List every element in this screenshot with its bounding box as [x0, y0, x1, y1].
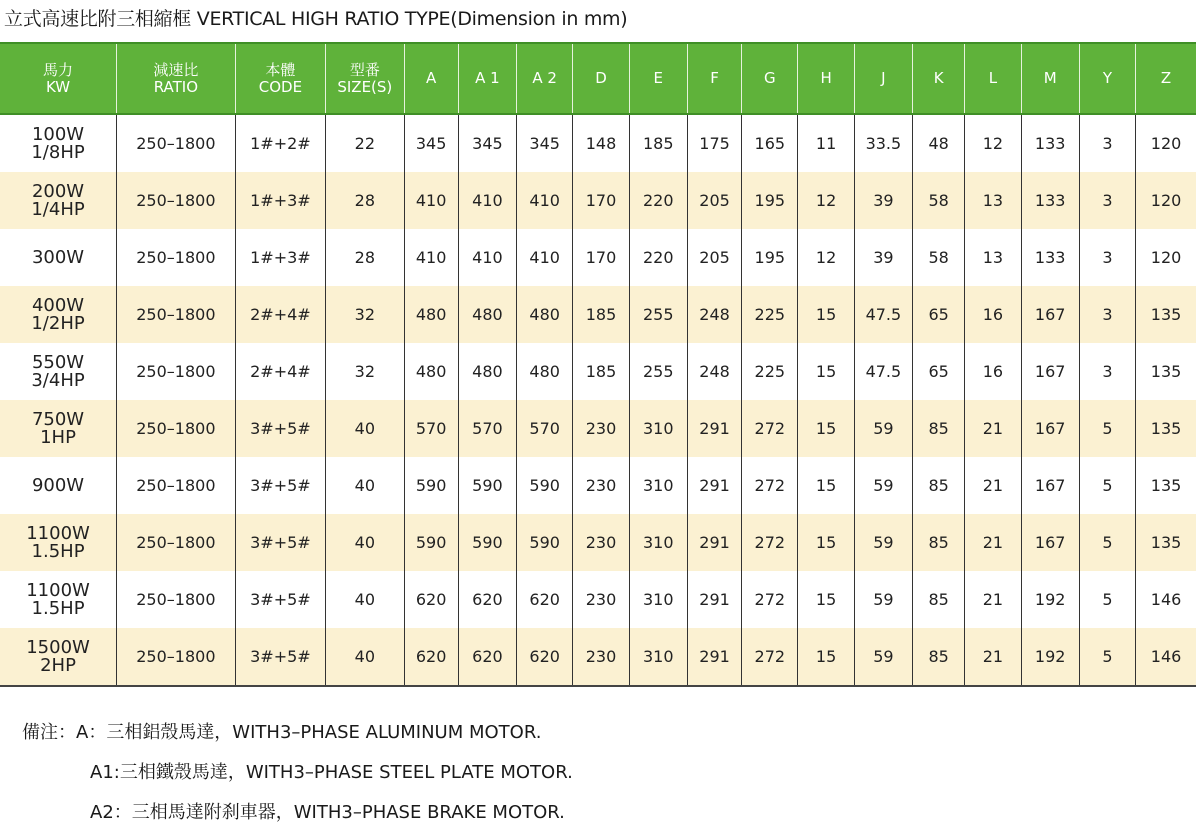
- table-cell: 21: [965, 514, 1021, 571]
- table-cell: 205: [687, 229, 741, 286]
- column-header-label: KW: [45, 77, 71, 96]
- column-header: [573, 43, 629, 114]
- column-header-label: D: [595, 69, 607, 87]
- table-cell: 146: [1136, 628, 1196, 686]
- table-cell: 3: [1079, 286, 1135, 343]
- table-cell: 195: [742, 172, 798, 229]
- power-label: 200W: [31, 180, 85, 202]
- table-cell: 250–1800: [117, 457, 236, 514]
- power-label: 900W: [31, 474, 85, 496]
- table-cell: 480: [517, 286, 573, 343]
- table-row: [0, 400, 1196, 457]
- column-header-label: J: [881, 69, 886, 87]
- column-header: [0, 43, 117, 114]
- table-cell: 2#+4#: [235, 343, 325, 400]
- table-cell: 28: [326, 172, 404, 229]
- power-label: 1100W: [26, 522, 90, 544]
- power-label: 1/4HP: [31, 198, 85, 220]
- table-cell: 3#+5#: [235, 571, 325, 628]
- table-cell: 85: [913, 400, 965, 457]
- table-cell: 272: [742, 457, 798, 514]
- table-cell: 248: [687, 286, 741, 343]
- power-label: 1.5HP: [31, 597, 85, 619]
- page-title: 立式高速比附三相縮框 VERTICAL HIGH RATIO TYPE(Dimension in mm): [4, 8, 628, 30]
- table-cell: 590: [404, 514, 458, 571]
- table-cell: 410: [517, 229, 573, 286]
- table-cell: 250–1800: [117, 343, 236, 400]
- table-cell: 40: [326, 628, 404, 686]
- table-header-row: [0, 43, 1196, 114]
- table-cell: 590: [517, 514, 573, 571]
- table-cell: 16: [965, 286, 1021, 343]
- table-cell: 230: [573, 457, 629, 514]
- table-cell: 170: [573, 172, 629, 229]
- column-header: [458, 43, 516, 114]
- power-cell: [0, 628, 117, 686]
- column-header-label: F: [710, 69, 719, 87]
- table-cell: 3#+5#: [235, 400, 325, 457]
- power-label: 1HP: [40, 426, 76, 448]
- table-cell: 3#+5#: [235, 457, 325, 514]
- power-label: 1100W: [26, 579, 90, 601]
- table-cell: 480: [404, 343, 458, 400]
- table-cell: 5: [1079, 400, 1135, 457]
- table-cell: 32: [326, 286, 404, 343]
- table-row: [0, 172, 1196, 229]
- table-cell: 590: [404, 457, 458, 514]
- column-header-label: Y: [1102, 69, 1113, 87]
- table-cell: 195: [742, 229, 798, 286]
- table-cell: 480: [517, 343, 573, 400]
- table-cell: 248: [687, 343, 741, 400]
- power-label: 100W: [31, 123, 85, 145]
- table-row: [0, 514, 1196, 571]
- table-cell: 48: [913, 114, 965, 172]
- table-cell: 410: [458, 229, 516, 286]
- table-cell: 3#+5#: [235, 514, 325, 571]
- table-cell: 13: [965, 172, 1021, 229]
- column-header: [913, 43, 965, 114]
- column-header: [854, 43, 912, 114]
- table-cell: 133: [1021, 172, 1079, 229]
- table-cell: 40: [326, 457, 404, 514]
- column-header-label: E: [653, 69, 663, 87]
- table-cell: 58: [913, 172, 965, 229]
- column-header: [117, 43, 236, 114]
- table-cell: 167: [1021, 400, 1079, 457]
- table-cell: 310: [629, 514, 687, 571]
- table-cell: 15: [798, 628, 854, 686]
- table-cell: 480: [404, 286, 458, 343]
- table-row: [0, 114, 1196, 172]
- table-cell: 85: [913, 571, 965, 628]
- table-cell: 11: [798, 114, 854, 172]
- table-cell: 59: [854, 457, 912, 514]
- table-cell: 40: [326, 400, 404, 457]
- table-cell: 310: [629, 400, 687, 457]
- table-cell: 135: [1136, 457, 1196, 514]
- table-cell: 120: [1136, 114, 1196, 172]
- column-header: [404, 43, 458, 114]
- table-cell: 272: [742, 514, 798, 571]
- table-cell: 345: [517, 114, 573, 172]
- column-header-label: G: [764, 69, 776, 87]
- table-cell: 22: [326, 114, 404, 172]
- table-cell: 345: [458, 114, 516, 172]
- table-cell: 1#+3#: [235, 229, 325, 286]
- column-header-label: A 1: [475, 69, 500, 87]
- table-cell: 291: [687, 571, 741, 628]
- table-cell: 620: [404, 571, 458, 628]
- table-cell: 65: [913, 286, 965, 343]
- table-cell: 250–1800: [117, 514, 236, 571]
- power-label: 1/2HP: [31, 312, 85, 334]
- column-header-label: 型番: [349, 60, 380, 79]
- power-cell: [0, 114, 117, 172]
- table-cell: 148: [573, 114, 629, 172]
- table-cell: 230: [573, 400, 629, 457]
- table-cell: 167: [1021, 514, 1079, 571]
- power-cell: [0, 343, 117, 400]
- power-label: 300W: [31, 246, 85, 268]
- column-header: [1021, 43, 1079, 114]
- power-label: 3/4HP: [31, 369, 85, 391]
- table-cell: 192: [1021, 628, 1079, 686]
- table-cell: 255: [629, 286, 687, 343]
- table-cell: 345: [404, 114, 458, 172]
- table-row: [0, 628, 1196, 686]
- power-cell: [0, 514, 117, 571]
- table-cell: 620: [404, 628, 458, 686]
- table-cell: 59: [854, 628, 912, 686]
- table-row: [0, 343, 1196, 400]
- power-label: 550W: [31, 351, 85, 373]
- table-cell: 135: [1136, 286, 1196, 343]
- column-header-label: H: [820, 69, 832, 87]
- column-header: [517, 43, 573, 114]
- column-header: [687, 43, 741, 114]
- table-cell: 40: [326, 514, 404, 571]
- table-row: [0, 229, 1196, 286]
- column-header-label: 馬力: [43, 60, 74, 79]
- table-cell: 570: [404, 400, 458, 457]
- table-cell: 12: [798, 229, 854, 286]
- power-label: 400W: [31, 294, 85, 316]
- column-header-label: K: [933, 69, 944, 87]
- table-cell: 133: [1021, 114, 1079, 172]
- table-cell: 28: [326, 229, 404, 286]
- table-cell: 3#+5#: [235, 628, 325, 686]
- column-header-label: M: [1043, 69, 1057, 87]
- table-cell: 192: [1021, 571, 1079, 628]
- table-cell: 620: [458, 628, 516, 686]
- table-cell: 5: [1079, 457, 1135, 514]
- table-cell: 135: [1136, 514, 1196, 571]
- column-header: [965, 43, 1021, 114]
- table-cell: 570: [517, 400, 573, 457]
- table-cell: 170: [573, 229, 629, 286]
- table-row: [0, 286, 1196, 343]
- table-cell: 250–1800: [117, 229, 236, 286]
- power-cell: [0, 172, 117, 229]
- power-label: 2HP: [40, 654, 76, 676]
- table-cell: 21: [965, 628, 1021, 686]
- column-header-label: A 2: [532, 69, 557, 87]
- column-header-label: SIZE(S): [337, 77, 393, 96]
- table-cell: 220: [629, 172, 687, 229]
- table-cell: 85: [913, 628, 965, 686]
- table-cell: 225: [742, 343, 798, 400]
- table-cell: 21: [965, 457, 1021, 514]
- table-cell: 58: [913, 229, 965, 286]
- note-a1: A1:三相鐵殼馬達，WITH3–PHASE STEEL PLATE MOTOR.: [90, 762, 573, 783]
- table-cell: 291: [687, 628, 741, 686]
- table-cell: 410: [517, 172, 573, 229]
- table-cell: 291: [687, 400, 741, 457]
- table-cell: 590: [458, 457, 516, 514]
- table-cell: 85: [913, 457, 965, 514]
- table-cell: 39: [854, 229, 912, 286]
- column-header-label: A: [426, 69, 437, 87]
- table-cell: 5: [1079, 571, 1135, 628]
- table-cell: 250–1800: [117, 114, 236, 172]
- table-cell: 146: [1136, 571, 1196, 628]
- table-cell: 310: [629, 571, 687, 628]
- table-cell: 16: [965, 343, 1021, 400]
- column-header-label: 本體: [265, 60, 296, 79]
- power-cell: [0, 457, 117, 514]
- table-cell: 133: [1021, 229, 1079, 286]
- column-header-label: L: [988, 69, 998, 87]
- table-cell: 255: [629, 343, 687, 400]
- column-header: [1136, 43, 1196, 114]
- note-a: 備注：A：三相鋁殼馬達，WITH3–PHASE ALUMINUM MOTOR.: [22, 722, 542, 743]
- table-cell: 272: [742, 400, 798, 457]
- table-cell: 59: [854, 514, 912, 571]
- table-cell: 185: [573, 343, 629, 400]
- table-cell: 15: [798, 400, 854, 457]
- table-cell: 175: [687, 114, 741, 172]
- table-cell: 272: [742, 628, 798, 686]
- table-cell: 250–1800: [117, 628, 236, 686]
- table-row: [0, 457, 1196, 514]
- table-cell: 165: [742, 114, 798, 172]
- table-cell: 12: [798, 172, 854, 229]
- table-cell: 32: [326, 343, 404, 400]
- table-cell: 620: [517, 571, 573, 628]
- table-cell: 1#+3#: [235, 172, 325, 229]
- table-cell: 291: [687, 514, 741, 571]
- table-cell: 15: [798, 514, 854, 571]
- table-cell: 167: [1021, 343, 1079, 400]
- table-cell: 15: [798, 286, 854, 343]
- table-row: [0, 571, 1196, 628]
- power-label: 1500W: [26, 636, 90, 658]
- power-label: 750W: [31, 408, 85, 430]
- table-cell: 135: [1136, 343, 1196, 400]
- table-cell: 21: [965, 571, 1021, 628]
- table-cell: 480: [458, 286, 516, 343]
- table-cell: 3: [1079, 172, 1135, 229]
- table-cell: 590: [458, 514, 516, 571]
- dimension-table: [0, 42, 1196, 687]
- table-cell: 410: [458, 172, 516, 229]
- power-cell: [0, 400, 117, 457]
- table-cell: 13: [965, 229, 1021, 286]
- table-cell: 40: [326, 571, 404, 628]
- table-cell: 21: [965, 400, 1021, 457]
- table-cell: 250–1800: [117, 400, 236, 457]
- table-cell: 185: [573, 286, 629, 343]
- table-cell: 12: [965, 114, 1021, 172]
- table-cell: 47.5: [854, 343, 912, 400]
- table-cell: 1#+2#: [235, 114, 325, 172]
- table-cell: 47.5: [854, 286, 912, 343]
- table-cell: 5: [1079, 628, 1135, 686]
- table-cell: 15: [798, 571, 854, 628]
- table-cell: 33.5: [854, 114, 912, 172]
- table-cell: 15: [798, 343, 854, 400]
- table-cell: 272: [742, 571, 798, 628]
- column-header: [326, 43, 404, 114]
- table-cell: 65: [913, 343, 965, 400]
- table-cell: 5: [1079, 514, 1135, 571]
- table-cell: 59: [854, 400, 912, 457]
- table-cell: 230: [573, 571, 629, 628]
- table-cell: 135: [1136, 400, 1196, 457]
- table-cell: 230: [573, 514, 629, 571]
- power-label: 1.5HP: [31, 540, 85, 562]
- table-cell: 120: [1136, 229, 1196, 286]
- table-cell: 3: [1079, 229, 1135, 286]
- table-cell: 15: [798, 457, 854, 514]
- table-cell: 3: [1079, 114, 1135, 172]
- table-cell: 310: [629, 628, 687, 686]
- table-cell: 3: [1079, 343, 1135, 400]
- table-cell: 291: [687, 457, 741, 514]
- note-a2: A2：三相馬達附刹車器，WITH3–PHASE BRAKE MOTOR.: [90, 802, 565, 823]
- table-cell: 410: [404, 172, 458, 229]
- power-cell: [0, 229, 117, 286]
- table-cell: 167: [1021, 457, 1079, 514]
- table-body: [0, 114, 1196, 686]
- power-cell: [0, 286, 117, 343]
- table-cell: 570: [458, 400, 516, 457]
- column-header-label: RATIO: [153, 77, 199, 96]
- table-cell: 59: [854, 571, 912, 628]
- table-cell: 220: [629, 229, 687, 286]
- table-cell: 85: [913, 514, 965, 571]
- power-label: 1/8HP: [31, 141, 85, 163]
- table-cell: 410: [404, 229, 458, 286]
- table-cell: 120: [1136, 172, 1196, 229]
- column-header: [235, 43, 325, 114]
- table-cell: 2#+4#: [235, 286, 325, 343]
- column-header-label: CODE: [258, 77, 303, 96]
- column-header-label: 減速比: [153, 60, 199, 79]
- table-cell: 250–1800: [117, 286, 236, 343]
- column-header: [1079, 43, 1135, 114]
- table-cell: 185: [629, 114, 687, 172]
- power-cell: [0, 571, 117, 628]
- table-cell: 620: [458, 571, 516, 628]
- table-cell: 250–1800: [117, 571, 236, 628]
- column-header: [629, 43, 687, 114]
- table-cell: 480: [458, 343, 516, 400]
- table-cell: 250–1800: [117, 172, 236, 229]
- table-cell: 225: [742, 286, 798, 343]
- table-cell: 39: [854, 172, 912, 229]
- table-cell: 620: [517, 628, 573, 686]
- column-header-label: Z: [1160, 69, 1172, 87]
- column-header: [742, 43, 798, 114]
- table-cell: 230: [573, 628, 629, 686]
- table-cell: 205: [687, 172, 741, 229]
- column-header: [798, 43, 854, 114]
- table-cell: 590: [517, 457, 573, 514]
- table-cell: 310: [629, 457, 687, 514]
- table-cell: 167: [1021, 286, 1079, 343]
